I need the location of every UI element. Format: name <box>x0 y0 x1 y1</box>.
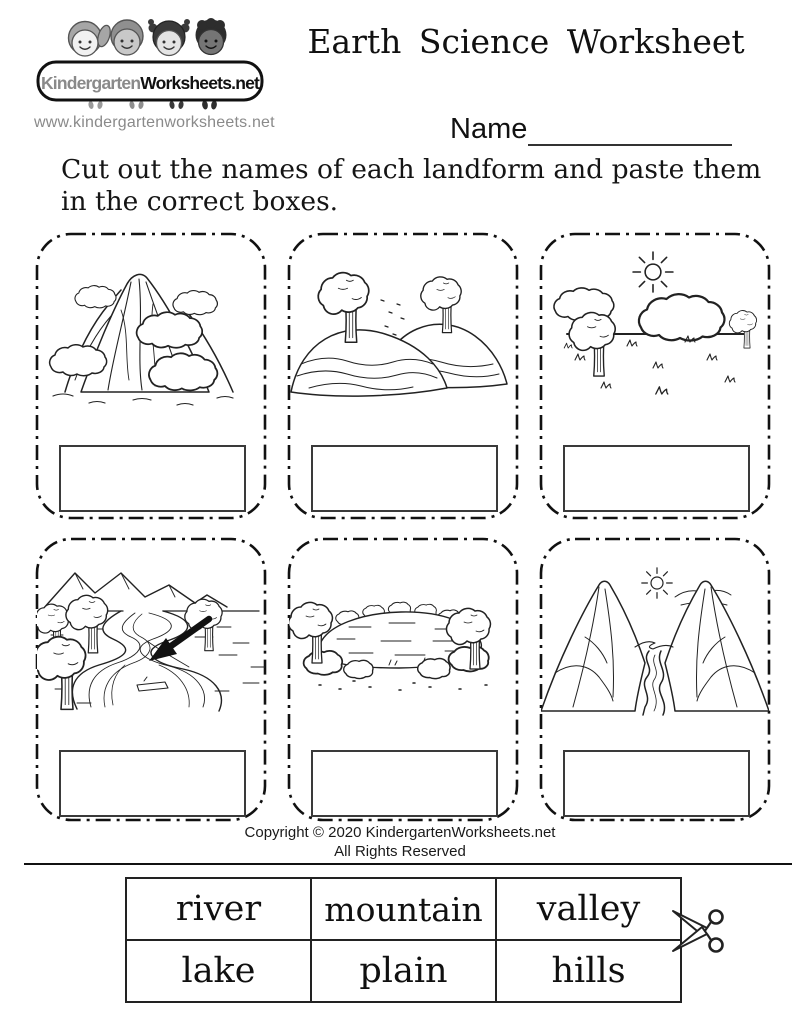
sun-icon <box>633 252 673 292</box>
answer-box-lake[interactable] <box>311 750 498 817</box>
name-field <box>450 114 732 146</box>
kindergartenworksheets-logo <box>33 18 267 118</box>
answer-box-plain[interactable] <box>563 445 750 512</box>
word-cell-hills[interactable]: hills <box>496 940 681 1002</box>
word-bank-row <box>126 940 681 1002</box>
logo-kid-boy-gray <box>111 20 143 55</box>
hills-illustration <box>289 240 517 438</box>
answer-box-mountain[interactable] <box>59 445 246 512</box>
word-bank-table <box>125 877 682 1003</box>
word-bank-row <box>126 878 681 940</box>
valley-illustration <box>541 545 769 743</box>
mountain-illustration <box>37 240 265 438</box>
name-input-line[interactable] <box>528 114 732 146</box>
word-cell-valley[interactable]: valley <box>496 878 681 940</box>
name-label: Name <box>450 113 528 146</box>
word-cell-mountain[interactable]: mountain <box>311 878 496 940</box>
word-cell-plain[interactable]: plain <box>311 940 496 1002</box>
landform-card-valley <box>539 537 771 822</box>
landform-card-plain <box>539 232 771 520</box>
rights-line: All Rights Reserved <box>334 843 466 860</box>
website-url: www.kindergartenworksheets.net <box>34 114 275 131</box>
logo-banner-text: KindergartenWorksheets.net <box>40 73 260 93</box>
copyright-notice <box>0 823 800 861</box>
scissors-icon <box>671 901 727 957</box>
divider-line <box>24 863 792 865</box>
instructions-text: Cut out the names of each landform and paste them in the correct boxes. <box>61 154 762 218</box>
landform-card-lake <box>287 537 519 822</box>
answer-box-valley[interactable] <box>563 750 750 817</box>
sun-icon <box>642 568 672 598</box>
answer-box-hills[interactable] <box>311 445 498 512</box>
landform-card-hills <box>287 232 519 520</box>
logo-kid-girl-ponytail <box>69 22 113 57</box>
landform-card-mountain <box>35 232 267 520</box>
lake-illustration <box>289 545 517 743</box>
word-cell-lake[interactable]: lake <box>126 940 311 1002</box>
copyright-line: Copyright © 2020 KindergartenWorksheets.net <box>244 824 556 841</box>
plain-illustration <box>541 240 769 438</box>
logo-kids-feet <box>88 100 218 110</box>
page-title: Earth Science Worksheet <box>307 22 745 61</box>
arrow-pointing-to-river <box>149 619 209 661</box>
word-cell-river[interactable]: river <box>126 878 311 940</box>
river-illustration <box>37 545 265 743</box>
landform-card-river <box>35 537 267 822</box>
logo-kid-boy-dark <box>196 18 227 55</box>
logo-kid-girl-pigtails <box>148 19 190 56</box>
answer-box-river[interactable] <box>59 750 246 817</box>
